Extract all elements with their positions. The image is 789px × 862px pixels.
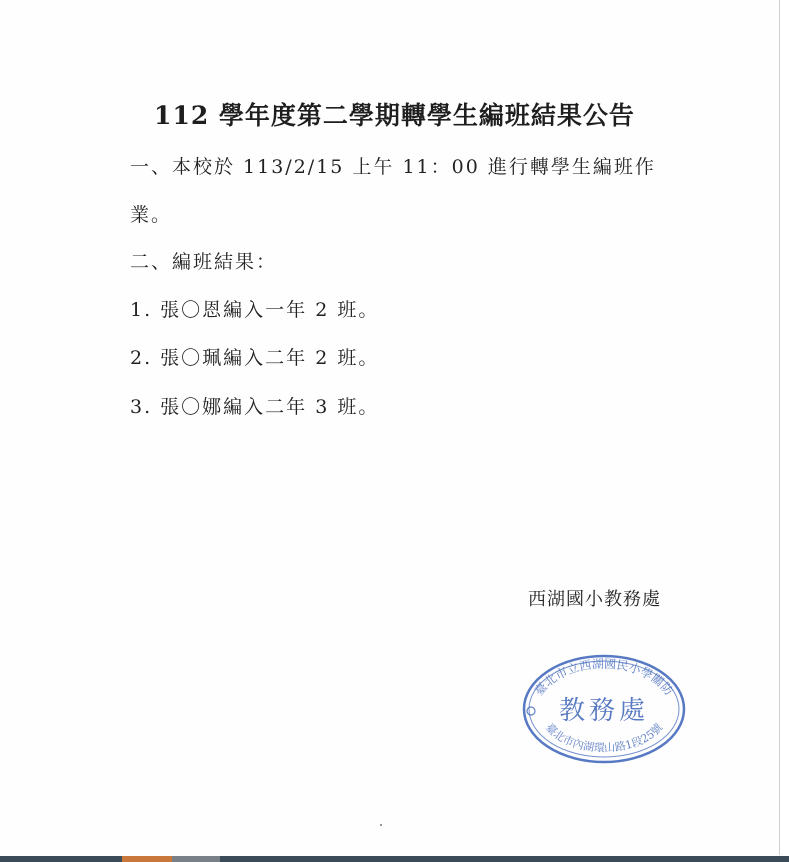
item-1-line-2: 業。 [130,204,173,226]
document-title: 112 學年度第二學期轉學生編班結果公告 [154,101,635,130]
result-item-2: 2. 張〇珮編入二年 2 班。 [130,347,380,369]
bottom-strip-segment [172,856,220,862]
seal-center-text: 教務處 [558,696,650,726]
result-item-1: 1. 張〇恩編入一年 2 班。 [130,299,380,321]
svg-text:臺北市立西湖國民小學關防 [531,656,676,698]
item-2-heading: 二、編班結果： [130,251,278,273]
seal-bottom-text: 臺北市內湖環山路1段25號 [542,721,666,755]
result-item-3: 3. 張〇娜編入二年 3 班。 [130,396,380,418]
item-1-line-1: 一、本校於 113/2/15 上午 11：00 進行轉學生編班作 [130,156,656,178]
bottom-strip-accent [122,856,172,862]
scan-speck [380,824,382,826]
official-seal-stamp [521,653,687,765]
seal-top-text: 臺北市立西湖國民小學關防 [531,656,677,699]
bottom-strip [0,856,789,862]
seal-emblem-icon [527,707,535,715]
signature-text: 西湖國小教務處 [528,589,661,610]
